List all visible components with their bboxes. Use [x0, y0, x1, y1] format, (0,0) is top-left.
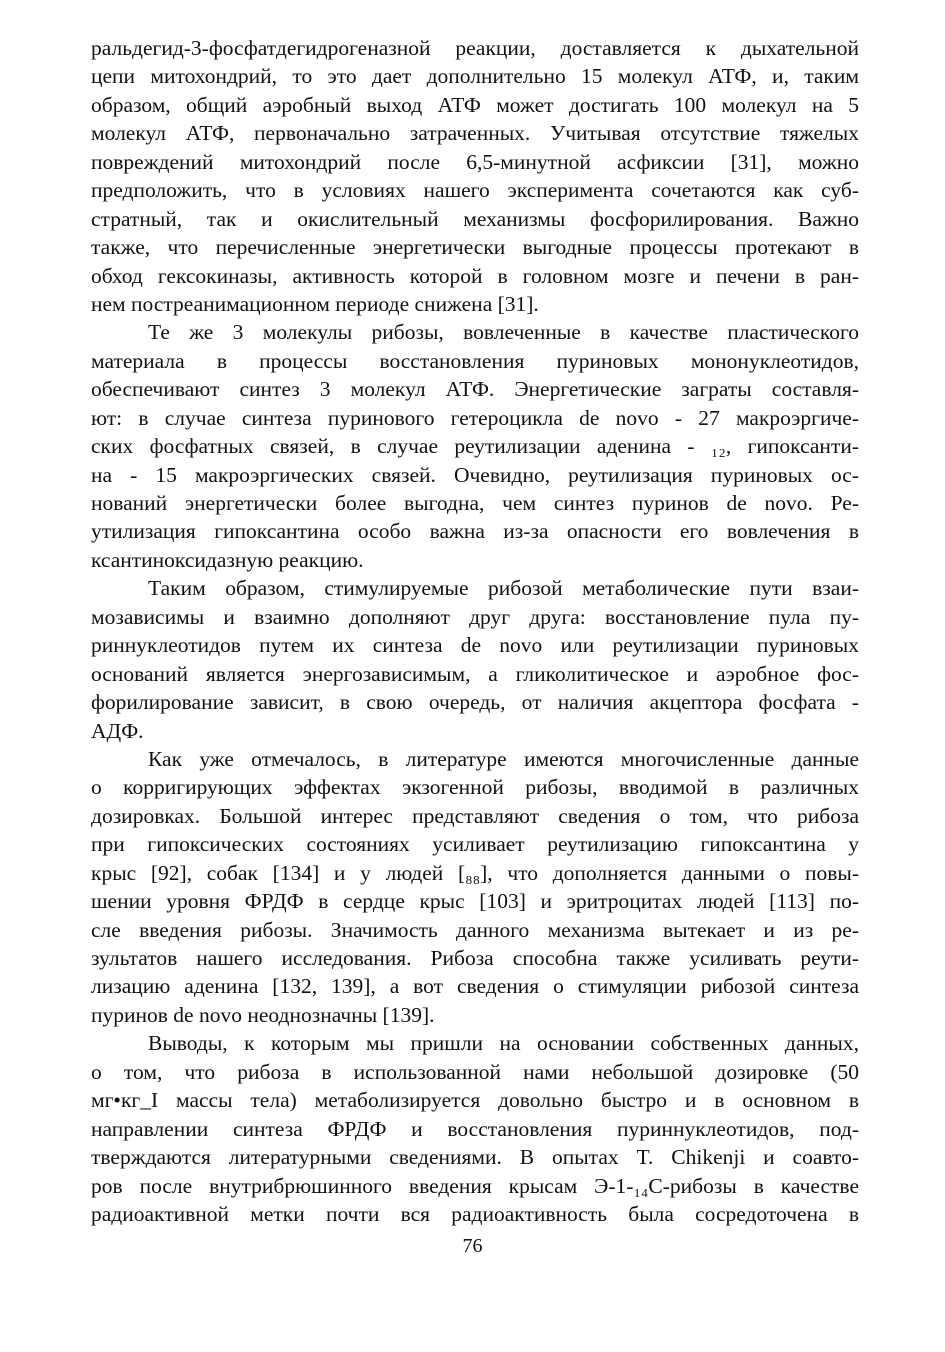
- text-line: на - 15 макроэргических связей. Очевидно, реутилизация пуриновых ос-: [91, 462, 859, 487]
- page-number: 76: [462, 1235, 483, 1257]
- text-line: обход гексокиназы, активность которой в головном мозге и печени в ран-: [91, 263, 859, 288]
- text-line: обеспечивают синтез 3 молекул АТФ. Энергетические заграты составля-: [91, 377, 859, 402]
- text-line: Те же 3 молекулы рибозы, вовлеченные в качестве пластического: [148, 320, 859, 345]
- text-line: о том, что рибоза в использованной нами небольшой дозировке (50: [91, 1059, 859, 1084]
- text-line: пуринов de novo неоднозначны [139].: [91, 1002, 435, 1027]
- text-line: о корригирующих эффектах экзогенной рибозы, вводимой в различных: [91, 775, 859, 800]
- text-line: нований энергетически более выгодна, чем синтез пуринов de novo. Ре-: [91, 491, 859, 515]
- text-line: также, что перечисленные энергетически выгодные процессы протекают в: [91, 235, 859, 260]
- text-line: молекул АТФ, первоначально затраченных. Учитывая отсутствие тяжелых: [91, 121, 859, 146]
- text-line: лизацию аденина [132, 139], а вот сведения о стимуляции рибозой синтеза: [91, 974, 859, 999]
- text-line: нем постреанимационном периоде снижена [31].: [91, 291, 539, 316]
- text-line: оснований является энергозависимым, а гликолитическое и аэробное фос-: [91, 661, 859, 686]
- text-line: при гипоксических состояниях усиливает реутилизацию гипоксантина у: [91, 832, 859, 857]
- text-line: стратный, так и окислительный механизмы фосфорилирования. Важно: [91, 206, 859, 231]
- text-line: крыс [92], собак [134] и у людей [₈₈], что дополняется данными о повы-: [91, 860, 859, 885]
- text-line: материала в процессы восстановления пуриновых мононуклеотидов,: [91, 348, 859, 373]
- text-line: мозависимы и взаимно дополняют друг друга: восстановление пула пу-: [91, 604, 859, 629]
- text-line: ров после внутрибрюшинного введения крысам Э-1-₁₄С-рибозы в качестве: [91, 1173, 859, 1198]
- text-line: образом, общий аэробный выход АТФ может достигать 100 молекул на 5: [91, 92, 859, 117]
- text-line: форилирование зависит, в свою очередь, от наличия акцептора фосфата -: [91, 690, 859, 715]
- text-line: утилизация гипоксантина особо важна из-за опасности его вовлечения в: [91, 519, 859, 544]
- text-line: мг•кг_I массы тела) метаболизируется довольно быстро и в основном в: [91, 1088, 859, 1113]
- text-line: АДФ.: [91, 718, 144, 743]
- text-line: Таким образом, стимулируемые рибозой метаболические пути взаи-: [148, 576, 859, 601]
- text-line: ральдегид-3-фосфатдегидрогеназной реакции, доставляется к дыхательной: [91, 36, 859, 60]
- body-text: [91, 34, 859, 1228]
- text-line: Как уже отмечалось, в литературе имеются многочисленные данные: [148, 746, 859, 771]
- text-line: зультатов нашего исследования. Рибоза способна также усиливать реути-: [91, 946, 859, 970]
- text-line: ксантиноксидазную реакцию.: [91, 547, 364, 572]
- text-line: шении уровня ФРДФ в сердце крыс [103] и эритроцитах людей [113] по-: [91, 889, 859, 914]
- text-line: цепи митохондрий, то это дает дополнительно 15 молекул АТФ, и, таким: [91, 64, 859, 89]
- text-line: радиоактивной метки почти вся радиоактивность была сосредоточена в: [91, 1201, 859, 1226]
- text-line: ских фосфатных связей, в случае реутилизации аденина - ₁₂, гипоксанти-: [91, 434, 859, 459]
- text-line: дозировках. Большой интерес представляют сведения о том, что рибоза: [91, 803, 859, 828]
- text-line: Выводы, к которым мы пришли на основании собственных данных,: [148, 1031, 859, 1056]
- text-line: сле введения рибозы. Значимость данного механизма вытекает и из ре-: [91, 917, 859, 942]
- text-line: риннуклеотидов путем их синтеза de novo или реутилизации пуриновых: [91, 633, 859, 658]
- text-line: тверждаются литературными сведениями. В опытах T. Chikenji и соавто-: [91, 1145, 859, 1170]
- text-line: предположить, что в условиях нашего эксперимента сочетаются как суб-: [91, 178, 859, 203]
- text-line: направлении синтеза ФРДФ и восстановления пуриннуклеотидов, под-: [91, 1116, 859, 1141]
- text-line: повреждений митохондрий после 6,5-минутной асфиксии [31], можно: [91, 149, 859, 174]
- text-line: ют: в случае синтеза пуринового гетероцикла de novo - 27 макроэргиче-: [91, 405, 859, 430]
